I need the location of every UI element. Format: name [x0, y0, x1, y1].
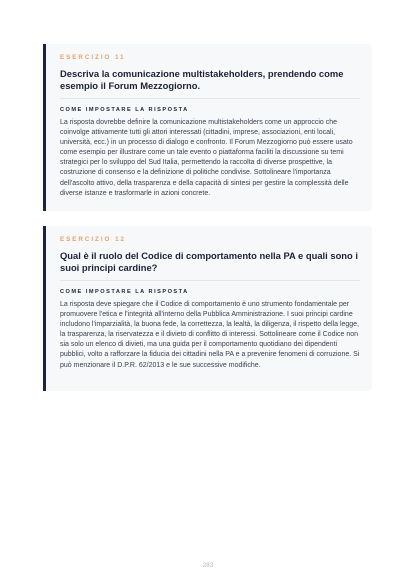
answer-text: La risposta dovrebbe definire la comunicazione multistakeholders come un approccio che coinvolge attivamente tutti gli attori interessati (cittadini, imprese, associazioni, enti locali, università, ecc.) in un processo di dialogo e confronto. Il Forum Mezzogiorno può essere usato come esempio per illustrare come un tale evento o piattaforma faciliti la discussione su temi strategici per lo sviluppo del Sud Italia, permettendo la raccolta di diverse prospettive, la costruzione di consenso e la definizione di politiche condivise. Sottolineare l'importanza dell'ascolto attivo, della trasparenza e della capacità di sintesi per gestire la complessità delle diverse istanze e trasformarle in azioni concrete. — [60, 119, 353, 197]
divider — [60, 98, 360, 99]
answer-heading: COME IMPOSTARE LA RISPOSTA — [60, 107, 189, 113]
exercise-question: Qual è il ruolo del Codice di comportamento nella PA e quali sono i suoi principi cardine? — [60, 250, 358, 273]
exercise-card — [43, 44, 372, 211]
exercise-question: Descriva la comunicazione multistakeholders, prendendo come esempio il Forum Mezzogiorno. — [60, 68, 344, 91]
exercise-card — [43, 226, 372, 391]
answer-heading: COME IMPOSTARE LA RISPOSTA — [60, 289, 189, 295]
answer-text: La risposta deve spiegare che il Codice di comportamento è uno strumento fondamentale per promuovere l'etica e l'integrità all'interno della Pubblica Amministrazione. I suoi principi cardine includono l'imparzialità, la buona fede, la correttezza, la lealtà, la diligenza, il rispetto della legge, la trasparenza, la riservatezza e il divieto di conflitto di interessi. Sottolineare come il Codice non sia solo un elenco di divieti, ma una guida per il comportamento quotidiano dei dipendenti pubblici, volto a rafforzare la fiducia dei cittadini nella PA e a prevenire fenomeni di corruzione. Si può menzionare il D.P.R. 62/2013 e le sue successive modifiche. — [60, 301, 360, 369]
page-number: 283 — [202, 562, 214, 569]
exercise-label: ESERCIZIO 12 — [60, 236, 126, 243]
divider — [60, 280, 360, 281]
exercise-label: ESERCIZIO 11 — [60, 54, 126, 61]
